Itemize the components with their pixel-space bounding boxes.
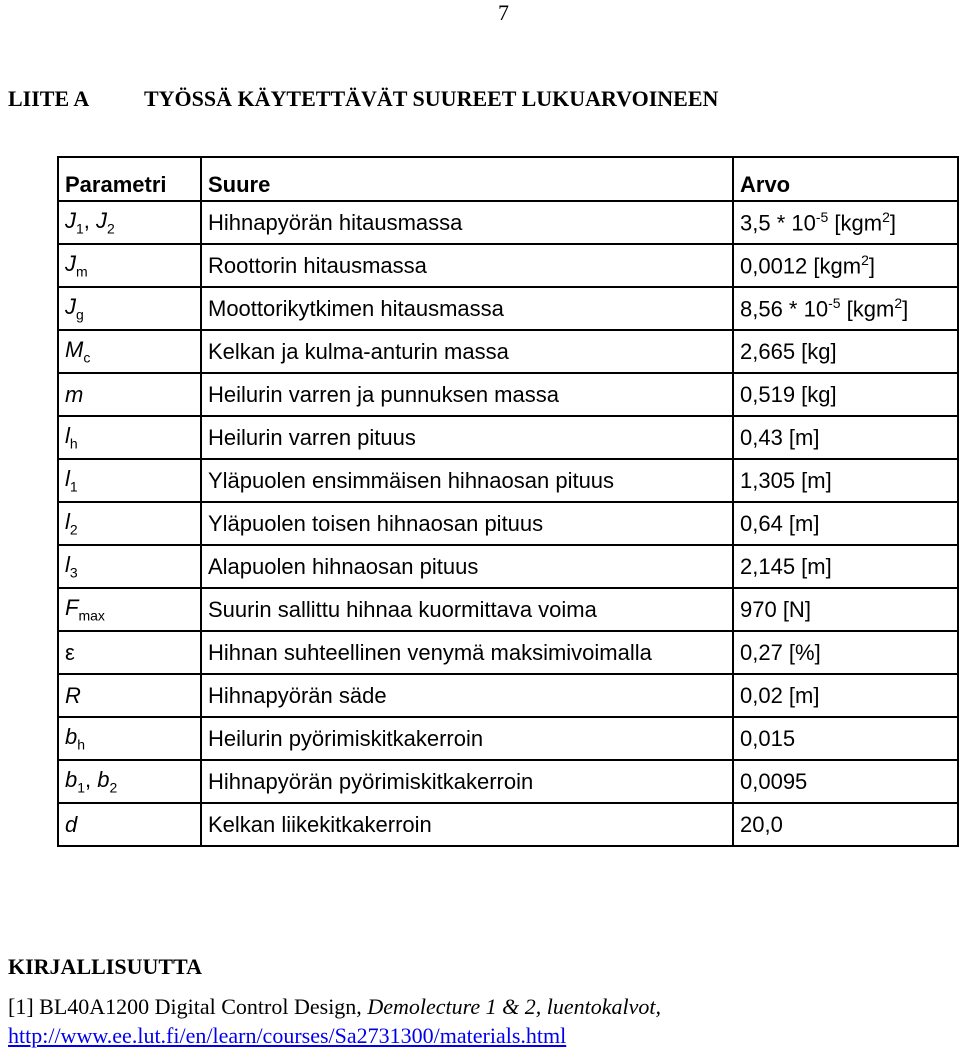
appendix-label: LIITE A	[8, 86, 90, 111]
table-row	[58, 502, 958, 545]
quantity-cell: Heilurin pyörimiskitkakerroin	[201, 717, 733, 760]
quantity-cell: Roottorin hitausmassa	[201, 244, 733, 287]
references-heading: KIRJALLISUUTTA	[8, 954, 202, 979]
param-cell: ε	[58, 631, 201, 674]
param-cell: $J_m$	[58, 244, 201, 287]
table-row	[58, 631, 958, 674]
parameter-table	[57, 156, 959, 847]
param-cell: $b_h$	[58, 717, 201, 760]
table-header-row	[58, 157, 958, 201]
table-row	[58, 373, 958, 416]
value-cell: 0,0095	[733, 760, 958, 803]
param-cell: $l_1$	[58, 459, 201, 502]
param-cell: $M_c$	[58, 330, 201, 373]
value-cell: $8,56 * 10^{-5}$ [kgm$^2$]	[733, 287, 958, 330]
reference-item	[8, 992, 958, 1050]
reference-prefix: [1] BL40A1200 Digital Control Design,	[8, 994, 368, 1019]
quantity-cell: Alapuolen hihnaosan pituus	[201, 545, 733, 588]
appendix-title: TYÖSSÄ KÄYTETTÄVÄT SUUREET LUKUARVOINEEN	[144, 86, 719, 111]
appendix-heading	[8, 86, 718, 112]
table-row	[58, 244, 958, 287]
value-cell: 0,02 [m]	[733, 674, 958, 717]
param-cell: d	[58, 803, 201, 846]
param-cell: $J_1$, $J_2$	[58, 201, 201, 244]
quantity-cell: Moottorikytkimen hitausmassa	[201, 287, 733, 330]
param-cell: $b_1$, $b_2$	[58, 760, 201, 803]
quantity-cell: Hihnapyörän pyörimiskitkakerroin	[201, 760, 733, 803]
table-row	[58, 201, 958, 244]
value-cell: 2,145 [m]	[733, 545, 958, 588]
value-cell: 1,305 [m]	[733, 459, 958, 502]
value-cell: 0,0012 [kgm$^2$]	[733, 244, 958, 287]
table-row	[58, 760, 958, 803]
param-cell: $F_{max}$	[58, 588, 201, 631]
page-number: 7	[498, 0, 509, 25]
column-header-value: Arvo	[733, 157, 958, 201]
param-cell: R	[58, 674, 201, 717]
table-row	[58, 545, 958, 588]
quantity-cell: Hihnan suhteellinen venymä maksimivoimalla	[201, 631, 733, 674]
quantity-cell: Yläpuolen toisen hihnaosan pituus	[201, 502, 733, 545]
value-cell: 0,27 [%]	[733, 631, 958, 674]
table-row	[58, 803, 958, 846]
reference-title: Demolecture 1 & 2, luentokalvot,	[367, 994, 661, 1019]
reference-link[interactable]: http://www.ee.lut.fi/en/learn/courses/Sa2731300/materials.html	[8, 1023, 567, 1048]
value-cell: 970 [N]	[733, 588, 958, 631]
table-row	[58, 416, 958, 459]
table-row	[58, 330, 958, 373]
quantity-cell: Yläpuolen ensimmäisen hihnaosan pituus	[201, 459, 733, 502]
quantity-cell: Kelkan liikekitkakerroin	[201, 803, 733, 846]
param-cell: $l_h$	[58, 416, 201, 459]
value-cell: 0,43 [m]	[733, 416, 958, 459]
quantity-cell: Hihnapyörän säde	[201, 674, 733, 717]
value-cell: 20,0	[733, 803, 958, 846]
param-cell: $J_g$	[58, 287, 201, 330]
param-cell: $l_3$	[58, 545, 201, 588]
param-cell: $l_2$	[58, 502, 201, 545]
column-header-parameter: Parametri	[58, 157, 201, 201]
table-row	[58, 287, 958, 330]
value-cell: 2,665 [kg]	[733, 330, 958, 373]
table-row	[58, 674, 958, 717]
quantity-cell: Hihnapyörän hitausmassa	[201, 201, 733, 244]
value-cell: $3,5 * 10^{-5}$ [kgm$^2$]	[733, 201, 958, 244]
quantity-cell: Suurin sallittu hihnaa kuormittava voima	[201, 588, 733, 631]
value-cell: 0,519 [kg]	[733, 373, 958, 416]
value-cell: 0,64 [m]	[733, 502, 958, 545]
quantity-cell: Kelkan ja kulma-anturin massa	[201, 330, 733, 373]
quantity-cell: Heilurin varren ja punnuksen massa	[201, 373, 733, 416]
table-row	[58, 459, 958, 502]
quantity-cell: Heilurin varren pituus	[201, 416, 733, 459]
column-header-quantity: Suure	[201, 157, 733, 201]
param-cell: m	[58, 373, 201, 416]
value-cell: 0,015	[733, 717, 958, 760]
table-row	[58, 588, 958, 631]
table-row	[58, 717, 958, 760]
